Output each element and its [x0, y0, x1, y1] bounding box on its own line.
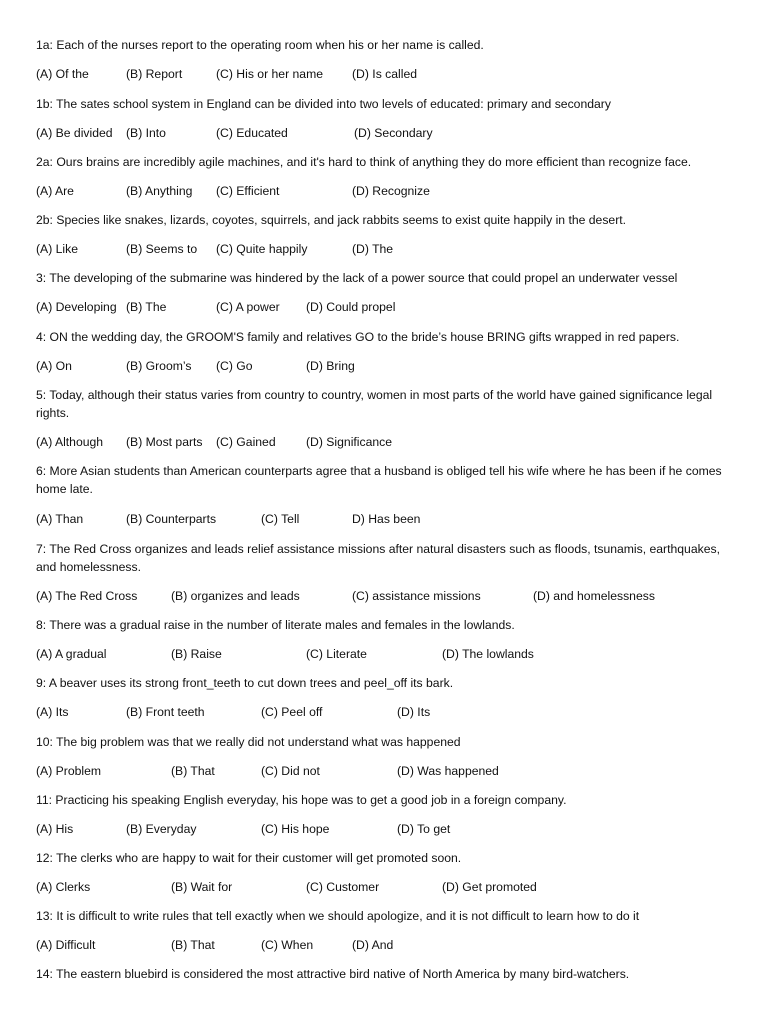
option-b: (B) That [171, 938, 215, 952]
options-13 [36, 936, 756, 954]
option-d: (D) and homelessness [533, 589, 655, 603]
option-d: (D) Secondary [354, 126, 433, 140]
options-10 [36, 762, 756, 780]
option-c: (C) When [261, 938, 314, 952]
option-b: (B) Report [126, 67, 183, 81]
options-2a [36, 182, 756, 200]
option-a: (A) The Red Cross [36, 589, 138, 603]
options-9 [36, 703, 756, 721]
option-c: (C) assistance missions [352, 589, 481, 603]
option-a: (A) Than [36, 512, 84, 526]
question-12: 12: The clerks who are happy to wait for their customer will get promoted soon. [36, 851, 462, 865]
options-11 [36, 820, 756, 838]
option-c: (C) Go [216, 359, 253, 373]
option-a: (A) Are [36, 184, 74, 198]
option-c: (C) Gained [216, 435, 276, 449]
question-4: 4: ON the wedding day, the GROOM'S family and relatives GO to the bride’s house BRING gifts wrapped in red papers. [36, 330, 680, 344]
option-a: (A) Although [36, 435, 104, 449]
options-7 [36, 587, 756, 605]
option-d: (D) Significance [306, 435, 393, 449]
option-a: (A) Problem [36, 764, 102, 778]
option-a: (A) On [36, 359, 72, 373]
question-7: 7: The Red Cross organizes and leads relief assistance missions after natural disasters such as floods, tsunamis, earthquakes, and homelessness. [36, 542, 720, 574]
option-c: (C) Educated [216, 126, 288, 140]
options-5 [36, 433, 756, 451]
option-b: (B) That [171, 764, 215, 778]
option-b: (B) Front teeth [126, 705, 205, 719]
option-c: (C) A power [216, 300, 280, 314]
option-c: (C) Quite happily [216, 242, 308, 256]
option-b: (B) Counterparts [126, 512, 217, 526]
question-14: 14: The eastern bluebird is considered the most attractive bird native of North America by many bird-watchers. [36, 967, 630, 981]
option-c: (C) Tell [261, 512, 300, 526]
options-1a [36, 65, 756, 83]
question-8: 8: There was a gradual raise in the number of literate males and females in the lowlands. [36, 618, 515, 632]
option-d: (D) The [352, 242, 394, 256]
question-1b: 1b: The sates school system in England can be divided into two levels of educated: primary and secondary [36, 97, 611, 111]
option-b: (B) Seems to [126, 242, 198, 256]
option-b: (B) Raise [171, 647, 222, 661]
question-3: 3: The developing of the submarine was hindered by the lack of a power source that could propel an underwater vessel [36, 271, 678, 285]
option-c: (C) Customer [306, 880, 380, 894]
option-b: (B) Everyday [126, 822, 197, 836]
option-a: (A) Like [36, 242, 78, 256]
option-d: (D) The lowlands [442, 647, 534, 661]
option-c: (C) His or her name [216, 67, 324, 81]
option-a: (A) Difficult [36, 938, 96, 952]
option-c: (C) Did not [261, 764, 320, 778]
question-9: 9: A beaver uses its strong front_teeth to cut down trees and peel_off its bark. [36, 676, 454, 690]
option-d: (D) Was happened [397, 764, 499, 778]
option-b: (B) Into [126, 126, 166, 140]
option-a: (A) His [36, 822, 74, 836]
option-d: (D) Get promoted [442, 880, 537, 894]
question-2a: 2a: Ours brains are incredibly agile machines, and it's hard to think of anything they do more efficient than recognize face. [36, 155, 692, 169]
options-1b [36, 124, 756, 142]
option-c: (C) Literate [306, 647, 367, 661]
option-c: (C) Efficient [216, 184, 280, 198]
options-3 [36, 298, 756, 316]
question-2b: 2b: Species like snakes, lizards, coyotes, squirrels, and jack rabbits seems to exist quite happily in the desert. [36, 213, 627, 227]
question-11: 11: Practicing his speaking English everyday, his hope was to get a good job in a foreign company. [36, 793, 567, 807]
option-b: (B) organizes and leads [171, 589, 300, 603]
option-a: (A) A gradual [36, 647, 107, 661]
option-a: (A) Developing [36, 300, 117, 314]
options-8 [36, 645, 756, 663]
option-d: (D) Bring [306, 359, 355, 373]
options-6 [36, 510, 756, 528]
option-b: (B) The [126, 300, 167, 314]
question-10: 10: The big problem was that we really did not understand what was happened [36, 735, 461, 749]
option-c: (C) His hope [261, 822, 330, 836]
option-d: (D) To get [397, 822, 451, 836]
option-b: (B) Wait for [171, 880, 233, 894]
options-12 [36, 878, 756, 896]
question-6: 6: More Asian students than American counterparts agree that a husband is obliged tell his wife where he has been if he comes home late. [36, 464, 722, 496]
question-5: 5: Today, although their status varies from country to country, women in most parts of the world have gained significance legal rights. [36, 388, 713, 420]
option-b: (B) Groom’s [126, 359, 192, 373]
option-b: (B) Most parts [126, 435, 203, 449]
option-b: (B) Anything [126, 184, 193, 198]
option-a: (A) Of the [36, 67, 89, 81]
option-d: (D) Could propel [306, 300, 396, 314]
option-c: (C) Peel off [261, 705, 323, 719]
option-a: (A) Its [36, 705, 69, 719]
option-a: (A) Clerks [36, 880, 91, 894]
question-13: 13: It is difficult to write rules that tell exactly when we should apologize, and it is not difficult to learn how to do it [36, 909, 640, 923]
option-d: (D) Is called [352, 67, 418, 81]
option-a: (A) Be divided [36, 126, 113, 140]
options-2b [36, 240, 756, 258]
option-d: D) Has been [352, 512, 421, 526]
option-d: (D) Its [397, 705, 431, 719]
options-4 [36, 357, 756, 375]
option-d: (D) And [352, 938, 394, 952]
question-1a: 1a: Each of the nurses report to the operating room when his or her name is called. [36, 38, 484, 52]
option-d: (D) Recognize [352, 184, 430, 198]
